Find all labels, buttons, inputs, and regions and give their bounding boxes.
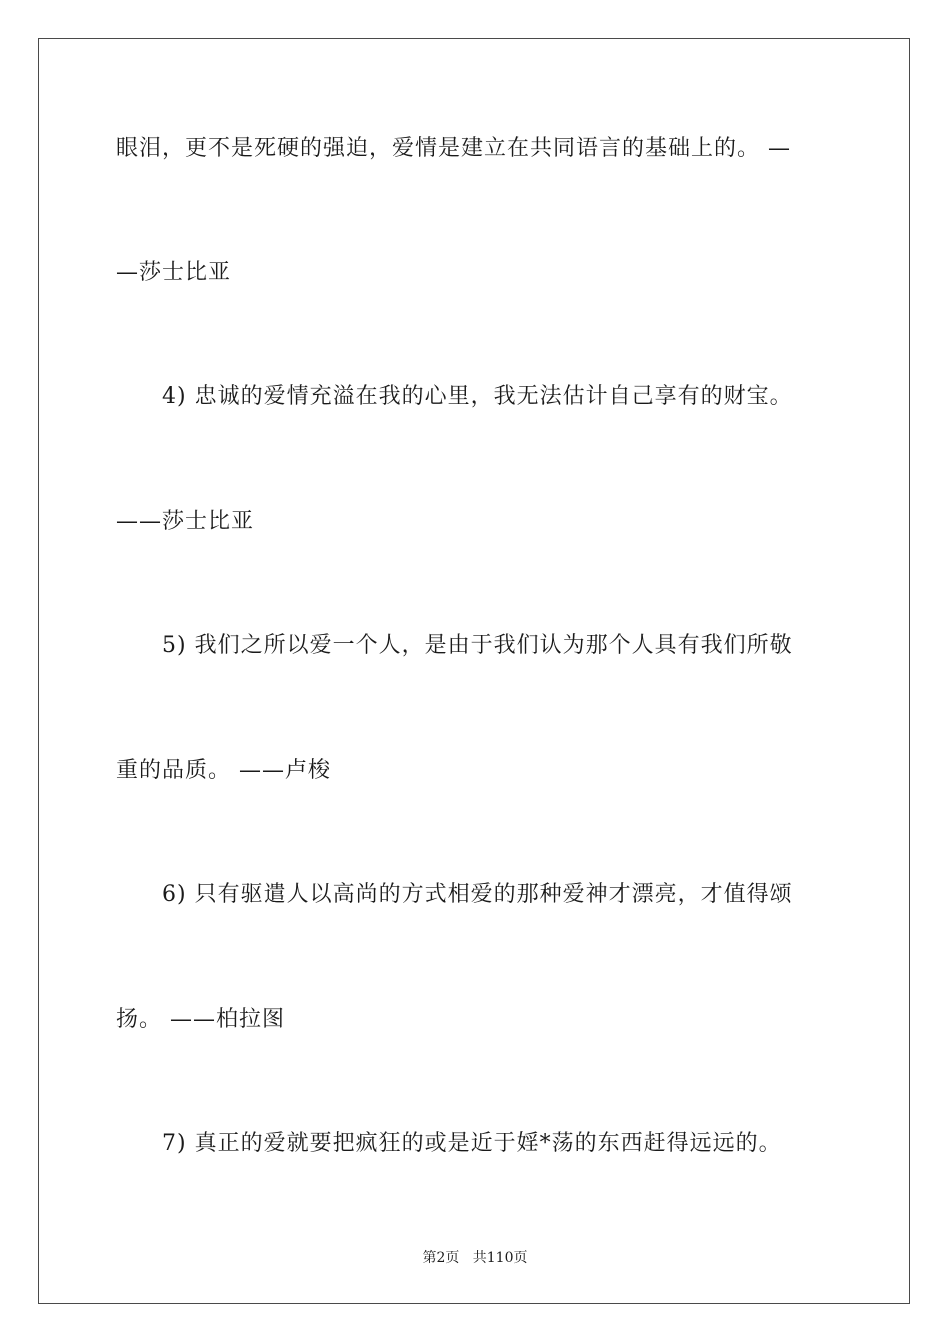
- page-number-footer: 第2页 共110页: [422, 1250, 528, 1266]
- text-line-1: 眼泪，更不是死硬的强迫，爱情是建立在共同语言的基础上的。 —: [116, 136, 791, 161]
- text-line-6: 重的品质。 ——卢梭: [116, 758, 331, 783]
- text-line-4: ——莎士比亚: [116, 509, 255, 534]
- text-line-8: 扬。 ——柏拉图: [116, 1007, 285, 1032]
- page-border: [38, 38, 910, 1304]
- text-line-9: 7) 真正的爱就要把疯狂的或是近于婬*荡的东西赶得远远的。: [162, 1131, 782, 1156]
- text-line-7: 6) 只有驱遣人以高尚的方式相爱的那种爱神才漂亮，才值得颂: [162, 882, 793, 907]
- text-line-2: —莎士比亚: [116, 260, 232, 285]
- text-line-3: 4) 忠诚的爱情充溢在我的心里，我无法估计自己享有的财宝。: [162, 384, 793, 409]
- text-line-5: 5) 我们之所以爱一个人，是由于我们认为那个人具有我们所敬: [162, 633, 793, 658]
